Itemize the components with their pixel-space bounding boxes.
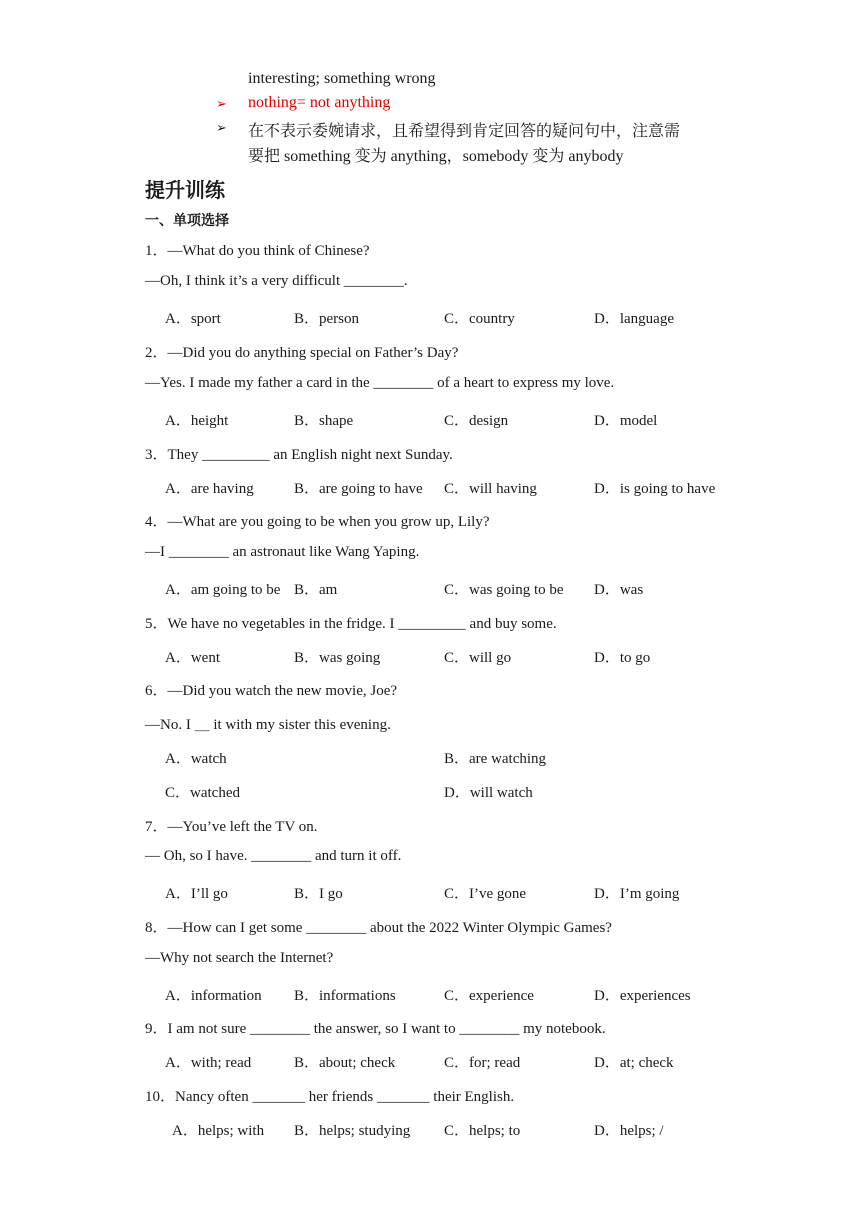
option-b[interactable]: B．helps; studying	[294, 1123, 411, 1139]
intro-bullet-text: nothing= not anything	[248, 94, 391, 111]
question-stem: 4．—What are you going to be when you grow up, Lily?	[145, 514, 490, 530]
option-c[interactable]: C．I’ve gone	[444, 886, 527, 902]
question-stem: 8．—How can I get some ________ about the 2022 Winter Olympic Games?	[145, 920, 612, 936]
option-a[interactable]: A．I’ll go	[165, 886, 228, 902]
option-a[interactable]: A．information	[165, 988, 262, 1004]
option-c[interactable]: C．country	[444, 311, 515, 327]
question-stem: 9．I am not sure ________ the answer, so I want to ________ my notebook.	[145, 1021, 606, 1037]
option-d[interactable]: D．model	[594, 413, 658, 429]
option-a[interactable]: A．height	[165, 413, 229, 429]
arrow-bullet-icon: ➢	[216, 121, 227, 136]
option-d[interactable]: D．helps; /	[594, 1123, 664, 1139]
question-stem: 2．—Did you do anything special on Father’s Day?	[145, 345, 459, 361]
option-d[interactable]: D．to go	[594, 650, 651, 666]
option-c[interactable]: C．design	[444, 413, 509, 429]
question-reply: —Oh, I think it’s a very difficult ________.	[145, 273, 408, 289]
question-stem: 10．Nancy often _______ her friends _______ their English.	[145, 1089, 515, 1105]
option-c[interactable]: C．will go	[444, 650, 512, 666]
question-stem: 7．—You’ve left the TV on.	[145, 819, 318, 835]
option-b[interactable]: B．was going	[294, 650, 381, 666]
option-b[interactable]: B．am	[294, 582, 338, 598]
question-stem: 1．—What do you think of Chinese?	[145, 243, 370, 259]
part-title: 一、单项选择	[145, 213, 229, 229]
intro-line: interesting; something wrong	[248, 70, 436, 87]
option-d[interactable]: D．is going to have	[594, 481, 716, 497]
option-c[interactable]: C．for; read	[444, 1055, 521, 1071]
option-a[interactable]: A．went	[165, 650, 220, 666]
arrow-bullet-icon: ➢	[216, 97, 227, 112]
option-a[interactable]: A．with; read	[165, 1055, 252, 1071]
option-a[interactable]: A．sport	[165, 311, 221, 327]
option-c[interactable]: C．watched	[165, 785, 240, 801]
question-reply: —Yes. I made my father a card in the ________ of a heart to express my love.	[145, 375, 615, 391]
question-stem: 3．They _________ an English night next Sunday.	[145, 447, 453, 463]
question-reply: — Oh, so I have. ________ and turn it off.	[145, 848, 402, 864]
option-c[interactable]: C．will having	[444, 481, 537, 497]
option-b[interactable]: B．shape	[294, 413, 354, 429]
question-stem: 6．—Did you watch the new movie, Joe?	[145, 683, 398, 699]
question-reply: —I ________ an astronaut like Wang Yaping.	[145, 544, 420, 560]
option-d[interactable]: D．experiences	[594, 988, 691, 1004]
question-reply: —Why not search the Internet?	[145, 950, 334, 966]
option-d[interactable]: D．will watch	[444, 785, 533, 801]
option-d[interactable]: D．I’m going	[594, 886, 680, 902]
option-c[interactable]: C．experience	[444, 988, 534, 1004]
option-a[interactable]: A．helps; with	[172, 1123, 265, 1139]
option-b[interactable]: B．about; check	[294, 1055, 396, 1071]
option-a[interactable]: A．are having	[165, 481, 254, 497]
question-stem: 5．We have no vegetables in the fridge. I _________ and buy some.	[145, 616, 557, 632]
option-b[interactable]: B．are going to have	[294, 481, 423, 497]
intro-bullet-text: 要把 something 变为 anything，somebody 变为 anybody	[248, 148, 624, 165]
option-b[interactable]: B．informations	[294, 988, 396, 1004]
section-title: 提升训练	[145, 178, 225, 202]
option-d[interactable]: D．at; check	[594, 1055, 674, 1071]
option-d[interactable]: D．language	[594, 311, 674, 327]
option-b[interactable]: B．person	[294, 311, 359, 327]
option-b[interactable]: B．I go	[294, 886, 343, 902]
option-a[interactable]: A．am going to be	[165, 582, 281, 598]
option-c[interactable]: C．was going to be	[444, 582, 564, 598]
option-b[interactable]: B．are watching	[444, 751, 547, 767]
option-c[interactable]: C．helps; to	[444, 1123, 521, 1139]
option-d[interactable]: D．was	[594, 582, 644, 598]
option-a[interactable]: A．watch	[165, 751, 227, 767]
intro-bullet-text: 在不表示委婉请求，且希望得到肯定回答的疑问句中，注意需	[248, 123, 681, 140]
question-reply: —No. I ＿ it with my sister this evening.	[145, 717, 391, 733]
